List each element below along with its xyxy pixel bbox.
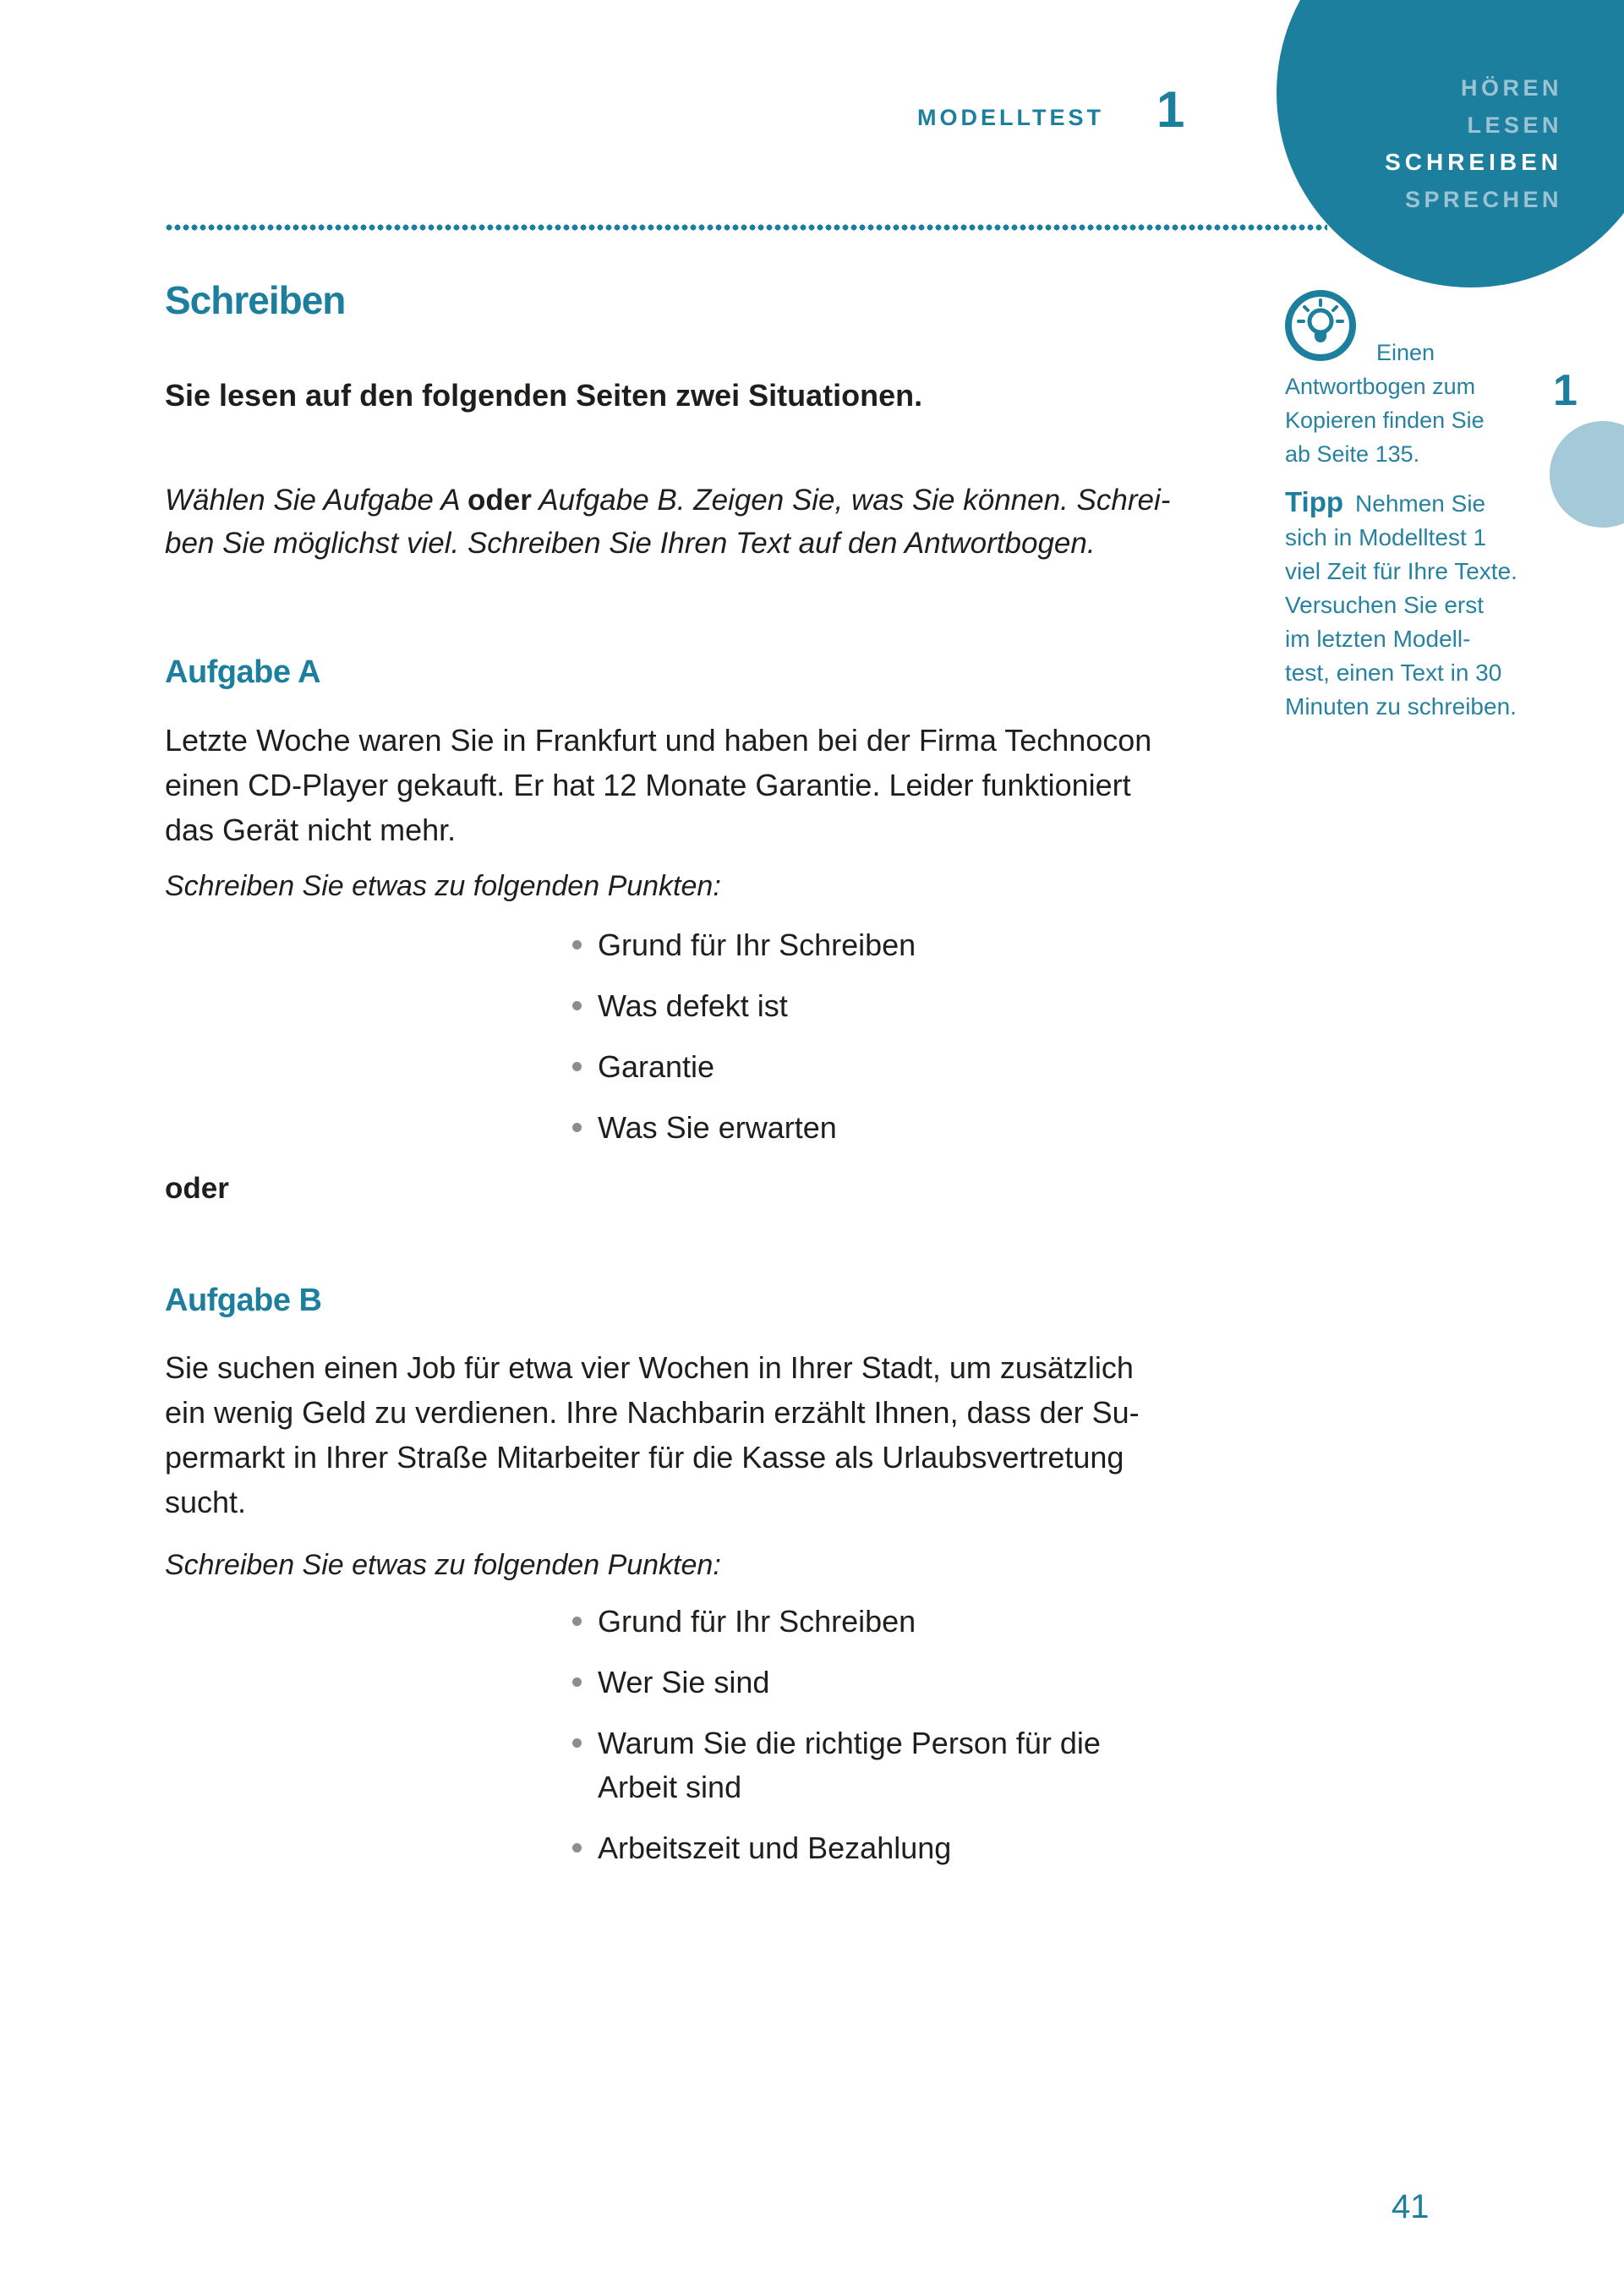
tip-line-6: test, einen Text in 30 bbox=[1285, 659, 1502, 686]
task-a-paragraph bbox=[165, 718, 1151, 852]
task-a-line-3: das Gerät nicht mehr. bbox=[165, 813, 457, 847]
menu-item-sprechen: SPRECHEN bbox=[1404, 187, 1562, 212]
instruction-line1-post: Aufgabe B. Zeigen Sie, was Sie können. Schrei- bbox=[531, 484, 1171, 517]
task-b-prompt: Schreiben Sie etwas zu folgenden Punkten: bbox=[165, 1549, 721, 1581]
chapter-tab-number: 1 bbox=[1553, 366, 1578, 415]
task-a-line-2: einen CD-Player gekauft. Er hat 12 Monate Garantie. Leider funktioniert bbox=[165, 768, 1131, 802]
instruction-line-2: ben Sie möglichst viel. Schreiben Sie Ihren Text auf den Antwortbogen. bbox=[165, 527, 1096, 560]
tip-line-5: im letzten Modell- bbox=[1285, 626, 1471, 652]
tip-label: Tipp bbox=[1285, 486, 1344, 517]
list-item bbox=[572, 1600, 1101, 1644]
bullet-icon bbox=[572, 1738, 582, 1748]
task-b-line-4: sucht. bbox=[165, 1485, 247, 1519]
page-title: Schreiben bbox=[165, 278, 346, 322]
dotted-divider bbox=[165, 222, 1327, 233]
task-separator-oder: oder bbox=[165, 1172, 229, 1205]
tip-line-7: Minuten zu schreiben. bbox=[1285, 693, 1517, 720]
bullet-icon bbox=[572, 1001, 582, 1010]
answer-sheet-note bbox=[1285, 336, 1556, 471]
instruction-line1-pre: Wählen Sie Aufgabe A bbox=[165, 484, 468, 517]
instruction-line1-bold: oder bbox=[468, 484, 532, 517]
task-b-bullet-list bbox=[572, 1600, 1101, 1870]
menu-item-hoeren: HÖREN bbox=[1460, 75, 1562, 101]
list-item bbox=[572, 1045, 916, 1089]
list-item bbox=[572, 1106, 916, 1150]
menu-item-lesen: LESEN bbox=[1467, 112, 1562, 138]
bullet-text-line-1: Warum Sie die richtige Person für die bbox=[598, 1726, 1101, 1760]
task-b-heading: Aufgabe B bbox=[165, 1283, 322, 1318]
bullet-text: Grund für Ihr Schreiben bbox=[598, 1604, 916, 1639]
task-a-heading: Aufgabe A bbox=[165, 654, 321, 690]
note-line-4: ab Seite 135. bbox=[1285, 441, 1420, 467]
task-b-line-3: permarkt in Ihrer Straße Mitarbeiter für die Kasse als Urlaubsvertretung bbox=[165, 1440, 1124, 1475]
list-item bbox=[572, 923, 916, 967]
task-b-line-2: ein wenig Geld zu verdienen. Ihre Nachbarin erzählt Ihnen, dass der Su- bbox=[165, 1395, 1140, 1430]
list-item bbox=[572, 1721, 1101, 1809]
menu-item-schreiben-active: SCHREIBEN bbox=[1385, 149, 1562, 175]
task-a-bullet-list bbox=[572, 923, 916, 1150]
task-a-prompt: Schreiben Sie etwas zu folgenden Punkten: bbox=[165, 870, 721, 902]
bullet-text bbox=[598, 1721, 1101, 1809]
bullet-icon bbox=[572, 1062, 582, 1071]
note-line-1: Einen bbox=[1376, 340, 1435, 365]
task-b-line-1: Sie suchen einen Job für etwa vier Wochen in Ihrer Stadt, um zusätzlich bbox=[165, 1350, 1134, 1385]
bullet-text: Grund für Ihr Schreiben bbox=[598, 928, 916, 962]
bullet-icon bbox=[572, 940, 582, 949]
note-line-3: Kopieren finden Sie bbox=[1285, 408, 1485, 433]
note-line-2: Antwortbogen zum bbox=[1285, 374, 1476, 399]
bullet-icon bbox=[572, 1617, 582, 1626]
intro-text: Sie lesen auf den folgenden Seiten zwei Situationen. bbox=[165, 378, 923, 413]
bullet-icon bbox=[572, 1677, 582, 1687]
bullet-icon bbox=[572, 1843, 582, 1852]
list-item bbox=[572, 1826, 1101, 1870]
list-item bbox=[572, 1661, 1101, 1705]
tip-line-3: viel Zeit für Ihre Texte. bbox=[1285, 558, 1517, 584]
bullet-text: Was defekt ist bbox=[598, 988, 788, 1023]
task-a-line-1: Letzte Woche waren Sie in Frankfurt und haben bei der Firma Technocon bbox=[165, 723, 1152, 758]
bullet-text-line-2: Arbeit sind bbox=[598, 1770, 742, 1804]
bullet-text: Garantie bbox=[598, 1049, 715, 1084]
skills-menu bbox=[1385, 69, 1562, 218]
kicker-modelltest: MODELLTEST bbox=[917, 105, 1104, 130]
tip-line-4: Versuchen Sie erst bbox=[1285, 592, 1485, 618]
instruction-line-1 bbox=[165, 479, 1170, 522]
tip-line-1: Nehmen Sie bbox=[1355, 490, 1486, 517]
page-number: 41 bbox=[1392, 2188, 1430, 2225]
instruction-text bbox=[165, 479, 1170, 565]
bullet-icon bbox=[572, 1123, 582, 1132]
tip-box bbox=[1285, 485, 1564, 724]
bullet-text: Wer Sie sind bbox=[598, 1665, 770, 1699]
tip-first-line bbox=[1285, 485, 1564, 521]
task-b-paragraph bbox=[165, 1345, 1140, 1524]
list-item bbox=[572, 984, 916, 1028]
bullet-text: Was Sie erwarten bbox=[598, 1110, 837, 1145]
bullet-text: Arbeitszeit und Bezahlung bbox=[598, 1831, 952, 1865]
kicker-number: 1 bbox=[1156, 81, 1185, 138]
tip-line-2: sich in Modelltest 1 bbox=[1285, 524, 1487, 550]
